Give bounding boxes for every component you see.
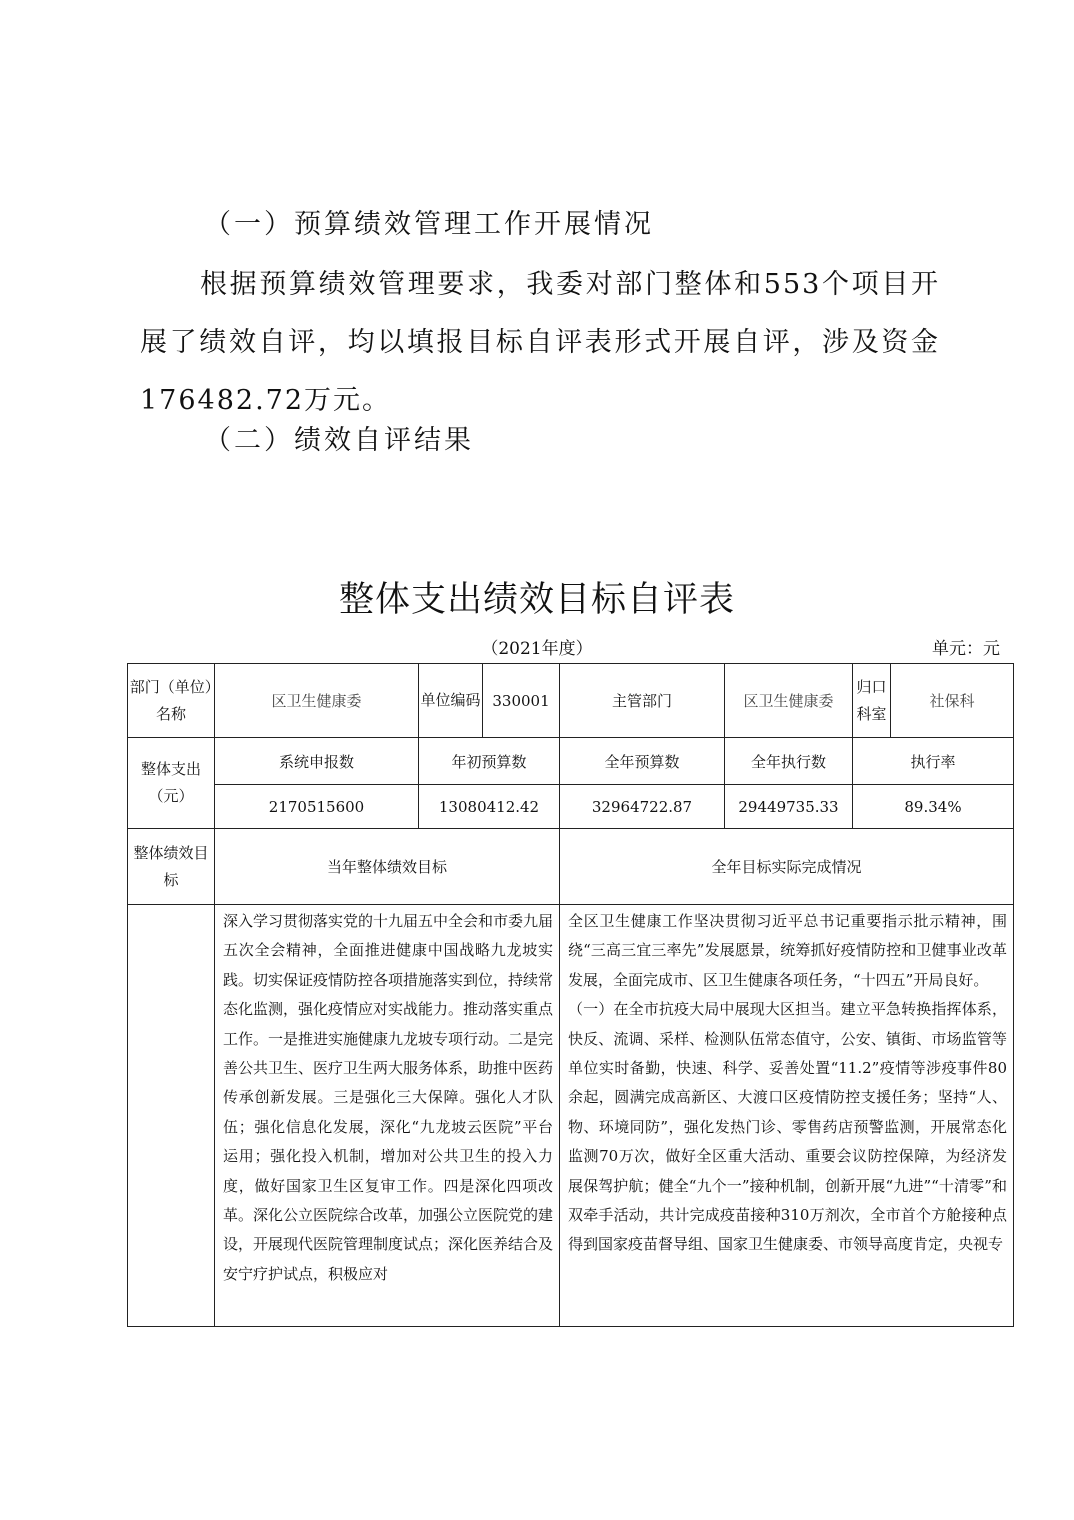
dept-label: 部门（单位）名称 — [128, 664, 215, 738]
result-column-header: 全年目标实际完成情况 — [560, 829, 1014, 905]
table-row-spending-headers — [128, 738, 1014, 785]
value-executed: 29449735.33 — [725, 785, 853, 829]
value-initial-budget: 13080412.42 — [419, 785, 560, 829]
section-paragraph: 根据预算绩效管理要求，我委对部门整体和553个项目开展了绩效自评，均以填报目标自评表形式开展自评，涉及资金176482.72万元。 — [140, 269, 940, 416]
col-header-annual-budget: 全年预算数 — [560, 738, 725, 785]
col-header-initial-budget: 年初预算数 — [419, 738, 560, 785]
code-value: 330001 — [483, 664, 560, 738]
goal-label: 整体绩效目标 — [128, 829, 215, 905]
office-label: 归口科室 — [853, 664, 891, 738]
result-text-1: 全区卫生健康工作坚决贯彻习近平总书记重要指示批示精神，围绕“三高三宜三率先”发展愿景，统筹抓好疫情防控和卫健事业改革发展，全面完成市、区卫生健康各项任务，“十四五”开局良好。 — [568, 912, 1007, 989]
spending-label: 整体支出（元） — [128, 738, 215, 829]
table-row-goal-body — [128, 905, 1014, 1327]
section-heading-2: （二）绩效自评结果 — [204, 425, 474, 456]
col-header-rate: 执行率 — [853, 738, 1014, 785]
table-row-dept — [128, 664, 1014, 738]
table-title: 整体支出绩效目标自评表 — [338, 580, 735, 620]
section-heading-1: （一）预算绩效管理工作开展情况 — [204, 209, 654, 240]
supervisor-label: 主管部门 — [560, 664, 725, 738]
col-header-declared: 系统申报数 — [215, 738, 419, 785]
supervisor-value: 区卫生健康委 — [725, 664, 853, 738]
col-header-executed: 全年执行数 — [725, 738, 853, 785]
table-year: （2021年度） — [481, 639, 593, 659]
value-annual-budget: 32964722.87 — [560, 785, 725, 829]
dept-value: 区卫生健康委 — [215, 664, 419, 738]
value-rate: 89.34% — [853, 785, 1014, 829]
goal-text: 深入学习贯彻落实党的十九届五中全会和市委九届五次全会精神，全面推进健康中国战略九龙坡实践。切实保证疫情防控各项措施落实到位，持续常态化监测，强化疫情应对实战能力。推动落实重点工作。一是推进实施健康九龙坡专项行动。二是完善公共卫生、医疗卫生两大服务体系，助推中医药传承创新发展。三是强化三大保障。强化人才队伍；强化信息化发展，深化“九龙坡云医院”平台运用；强化投入机制，增加对公共卫生的投入力度，做好国家卫生区复审工作。四是深化四项改革。深化公立医院综合改革，加强公立医院党的建设，开展现代医院管理制度试点；深化医养结合及安宁疗护试点，积极应对 — [223, 912, 553, 1283]
result-text-2: （一）在全市抗疫大局中展现大区担当。建立平急转换指挥体系，快反、流调、采样、检测队伍常态值守，公安、镇街、市场监管等单位实时备勤，快速、科学、妥善处置“11.2”疫情等涉疫事件80余起，圆满完成高新区、大渡口区疫情防控支援任务；坚持“人、物、环境同防”，强化发热门诊、零售药店预警监测，开展常态化监测70万次，做好全区重大活动、重要会议防控保障，为经济发展保驾护航；健全“九个一”接种机制，创新开展“九进”“十清零”和双牵手活动，共计完成疫苗接种310万剂次，全市首个方舱接种点得到国家疫苗督导组、国家卫生健康委、市领导高度肯定，央视专 — [568, 1000, 1007, 1254]
goal-empty-cell — [128, 905, 215, 1327]
value-declared: 2170515600 — [215, 785, 419, 829]
evaluation-table — [127, 663, 1014, 1327]
office-value: 社保科 — [891, 664, 1014, 738]
code-label: 单位编码 — [419, 664, 483, 738]
goal-text-cell — [215, 905, 560, 1327]
table-unit: 单元：元 — [932, 639, 1000, 659]
goal-column-header: 当年整体绩效目标 — [215, 829, 560, 905]
result-text-cell — [560, 905, 1014, 1327]
table-row-goal-headers — [128, 829, 1014, 905]
table-row-spending-values — [128, 785, 1014, 829]
